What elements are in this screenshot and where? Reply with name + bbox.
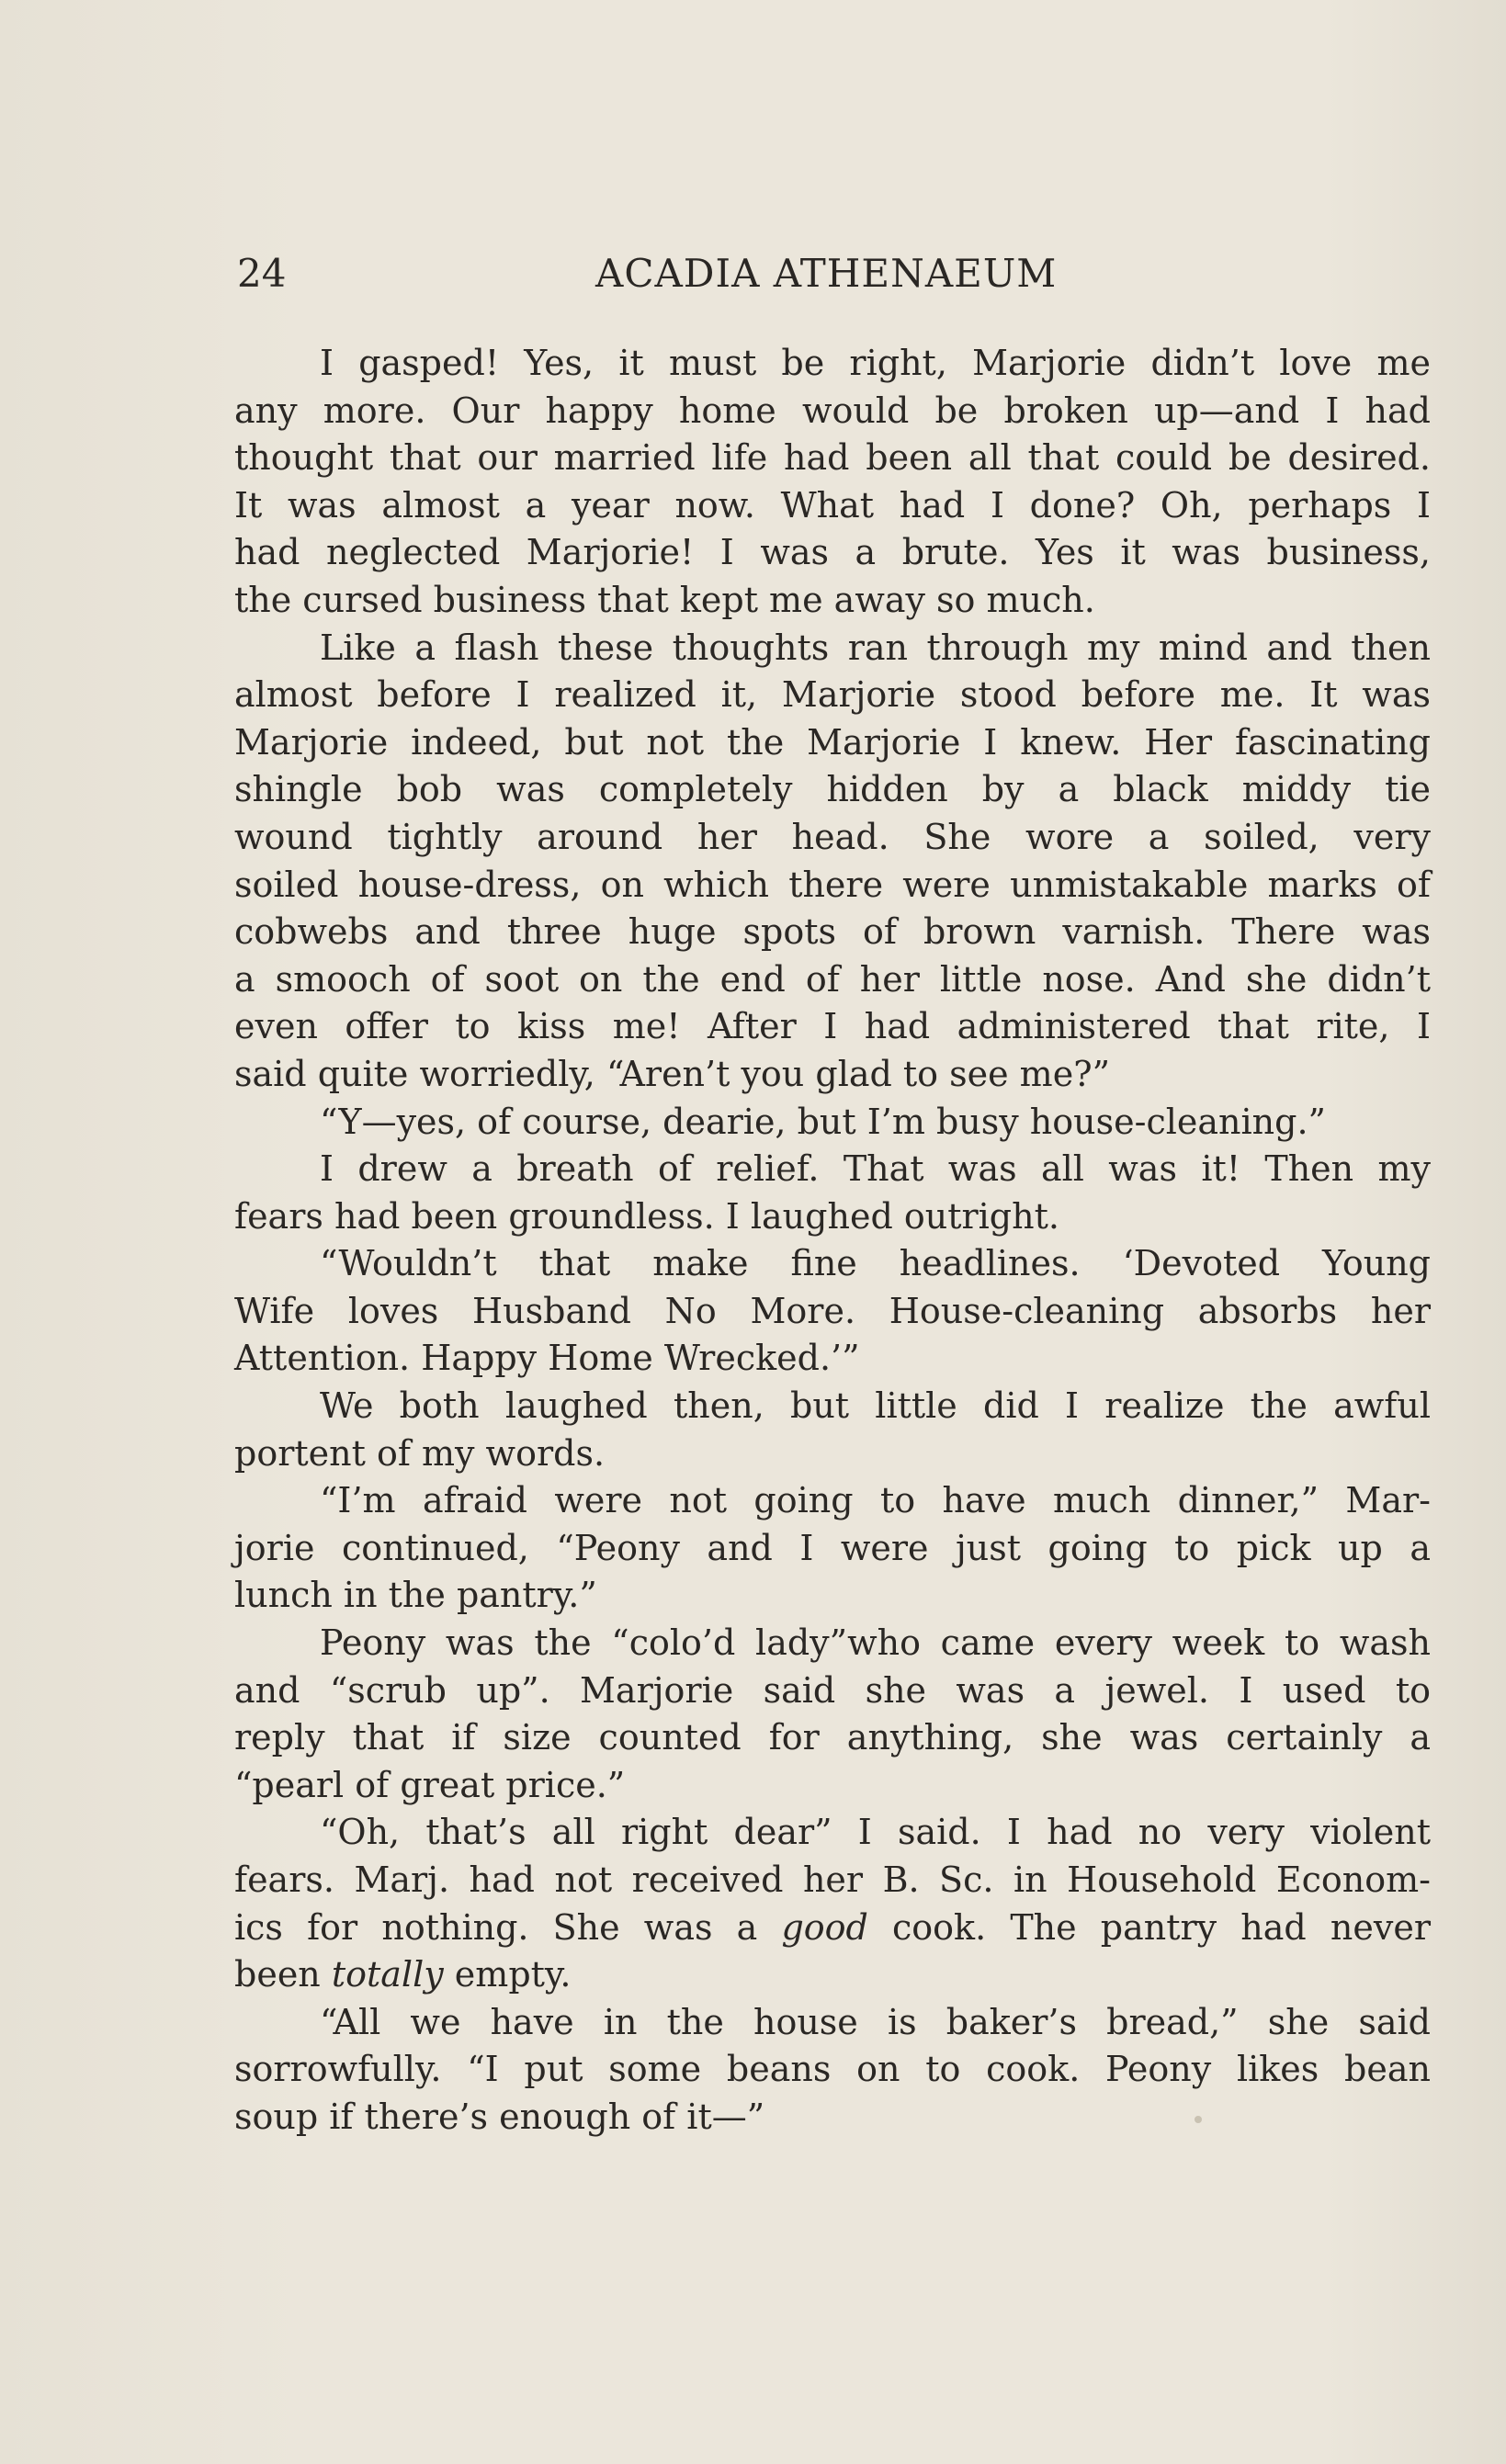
text-line: said quite worriedly, “Aren’t you glad to see me?”: [234, 1053, 1111, 1094]
text-line: “All we have in the house is baker’s bread,” she said: [320, 2001, 1431, 2042]
text-line: Wife loves Husband No More. House-cleaning absorbs her: [234, 1290, 1431, 1331]
text-line: cobwebs and three huge spots of brown varnish. There was: [234, 911, 1431, 953]
text-line: had neglected Marjorie! I was a brute. Yes it was business,: [234, 532, 1431, 573]
text-line: thought that our married life had been all that could be desired.: [234, 437, 1431, 479]
text-line: almost before I realized it, Marjorie stood before me. It was: [234, 674, 1431, 716]
text-line: “pearl of great price.”: [234, 1764, 626, 1805]
paragraph: [234, 1477, 1431, 1620]
page-number: 24: [237, 251, 287, 296]
text-line: shingle bob was completely hidden by a black middy tie: [234, 769, 1431, 810]
text-line: the cursed business that kept me away so much.: [234, 579, 1095, 620]
paragraph: [234, 1240, 1431, 1383]
page-header: [237, 246, 1156, 301]
text-line: any more. Our happy home would be broken up—and I had: [234, 390, 1431, 431]
paragraph: [234, 1999, 1431, 2142]
text-line: Marjorie indeed, but not the Marjorie I knew. Her fascinating: [234, 721, 1431, 763]
text-line: reply that if size counted for anything, she was certainly a: [234, 1717, 1431, 1758]
text-line: fears. Marj. had not received her B. Sc. in Household Econom-: [234, 1859, 1431, 1900]
text-line: even offer to kiss me! After I had administered that rite, I: [234, 1006, 1431, 1047]
text-line: We both laughed then, but little did I realize the awful: [320, 1385, 1431, 1427]
running-title: ACADIA ATHENAEUM: [595, 251, 1058, 296]
text-line: portent of my words.: [234, 1432, 606, 1474]
text-line: been totally empty.: [234, 1954, 572, 1995]
text-line: wound tightly around her head. She wore a soiled, very: [234, 816, 1431, 857]
text-line: “Oh, that’s all right dear” I said. I had no very violent: [320, 1812, 1431, 1853]
text-line: a smooch of soot on the end of her little nose. And she didn’t: [234, 958, 1431, 1000]
paragraph: [234, 625, 1431, 1099]
text-line: and “scrub up”. Marjorie said she was a jewel. I used to: [234, 1669, 1431, 1711]
ink-speck: [1195, 2116, 1202, 2123]
paragraph: [234, 1146, 1431, 1240]
text-line: I gasped! Yes, it must be right, Marjorie didn’t love me: [320, 343, 1431, 383]
text-line: fears had been groundless. I laughed outright.: [234, 1195, 1059, 1237]
text-line: sorrowfully. “I put some beans on to cook. Peony likes bean: [234, 2049, 1431, 2090]
text-line: “Wouldn’t that make fine headlines. ‘Devoted Young: [320, 1243, 1431, 1284]
text-line: lunch in the pantry.”: [234, 1575, 597, 1616]
paragraph: [234, 1809, 1431, 1998]
text-line: Like a flash these thoughts ran through my mind and then: [320, 627, 1431, 668]
body-text: [234, 340, 1431, 2142]
paragraph: [234, 1383, 1431, 1477]
text-line: It was almost a year now. What had I done? Oh, perhaps I: [234, 484, 1431, 526]
paragraph: [234, 340, 1431, 625]
paragraph: [234, 1099, 1431, 1147]
paragraph: [234, 1620, 1431, 1809]
text-line: Peony was the “colo’d lady”who came every week to wash: [320, 1622, 1431, 1664]
text-line: “I’m afraid were not going to have much dinner,” Mar-: [320, 1480, 1431, 1521]
text-line: soup if there’s enough of it—”: [234, 2096, 765, 2137]
text-line: jorie continued, “Peony and I were just going to pick up a: [234, 1527, 1431, 1568]
text-line: Attention. Happy Home Wrecked.’”: [234, 1338, 860, 1379]
text-line: “Y—yes, of course, dearie, but I’m busy house-cleaning.”: [320, 1101, 1326, 1142]
text-line: soiled house-dress, on which there were unmistakable marks of: [234, 864, 1431, 905]
text-line: I drew a breath of relief. That was all was it! Then my: [320, 1148, 1431, 1190]
text-line: ics for nothing. She was a good cook. The pantry had never: [234, 1906, 1431, 1948]
